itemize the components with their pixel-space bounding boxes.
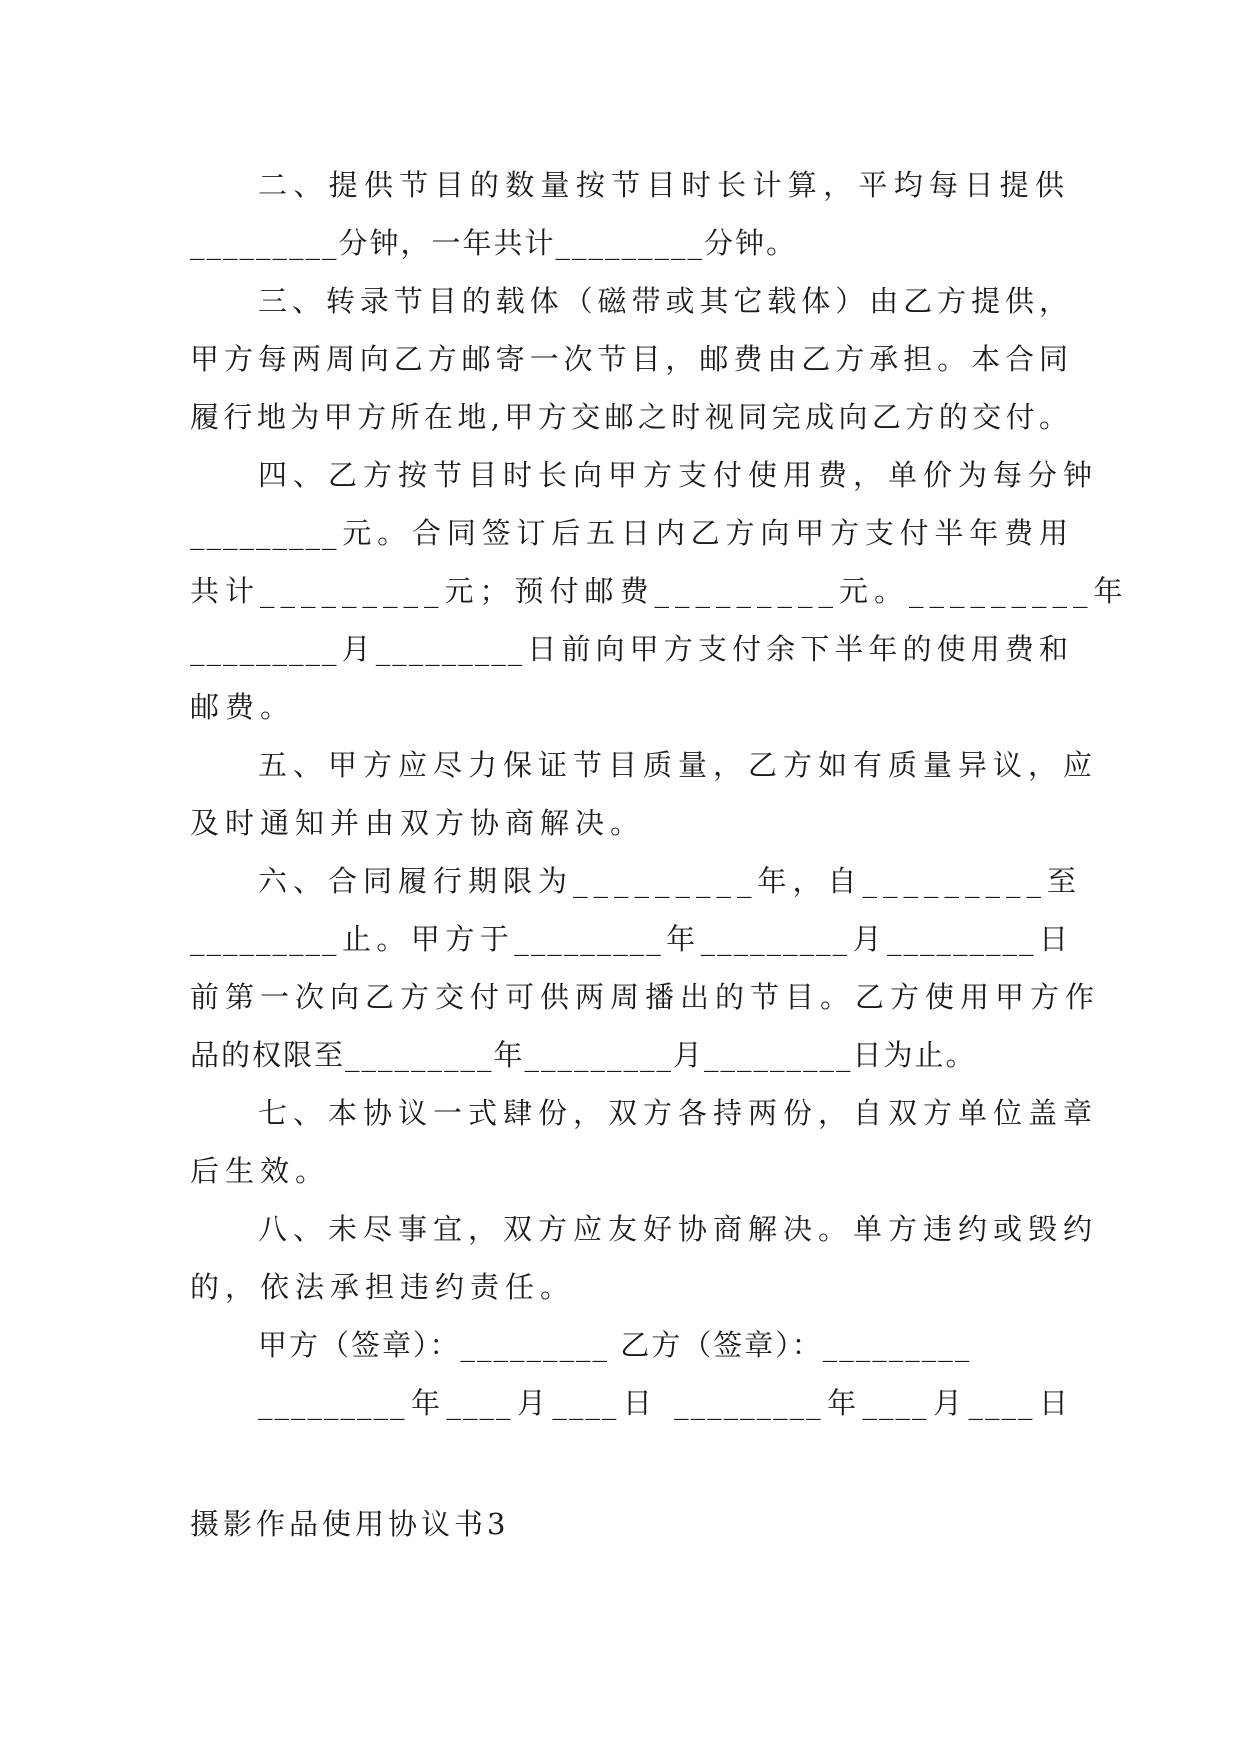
paragraph-6-line-3: 前第一次向乙方交付可供两周播出的节目。乙方使用甲方作 [190, 980, 1101, 1014]
paragraph-4-line-4: _________月_________日前向甲方支付余下半年的使用费和 [190, 632, 1070, 666]
paragraph-4-line-2: _________元。合同签订后五日内乙方向甲方支付半年费用 [190, 516, 1070, 550]
paragraph-3-line-2: 甲方每两周向乙方邮寄一次节目，邮费由乙方承担。本合同 [190, 342, 1070, 376]
paragraph-4-line-5: 邮费。 [190, 690, 296, 724]
signature-line: 甲方（签章）：_________ 乙方（签章）：_________ [258, 1328, 972, 1362]
paragraph-8-line-1: 八、未尽事宜，双方应友好协商解决。单方违约或毁约 [258, 1212, 1099, 1246]
paragraph-2-line-1: 二、提供节目的数量按节目时长计算，平均每日提供 [258, 168, 1070, 202]
paragraph-4-line-3: 共计_________元；预付邮费_________元。_________年 [190, 574, 1129, 608]
paragraph-8-line-2: 的，依法承担违约责任。 [190, 1270, 576, 1304]
paragraph-7-line-1: 七、本协议一式肆份，双方各持两份，自双方单位盖章 [258, 1096, 1099, 1130]
signature-date-line: _________年____月____日 _________年____月____日 [258, 1386, 1070, 1420]
paragraph-3-line-3: 履行地为甲方所在地,甲方交邮之时视同完成向乙方的交付。 [190, 400, 1070, 434]
paragraph-6-line-4: 品的权限至_________年_________月_________日为止。 [190, 1038, 977, 1072]
paragraph-7-line-2: 后生效。 [190, 1154, 331, 1188]
paragraph-3-line-1: 三、转录节目的载体（磁带或其它载体）由乙方提供， [258, 284, 1070, 318]
paragraph-5-line-1: 五、甲方应尽力保证节目质量，乙方如有质量异议，应 [258, 748, 1099, 782]
paragraph-4-line-1: 四、乙方按节目时长向甲方支付使用费，单价为每分钟 [258, 458, 1099, 492]
paragraph-5-line-2: 及时通知并由双方协商解决。 [190, 806, 646, 840]
paragraph-6-line-1: 六、合同履行期限为_________年，自_________至 [258, 864, 1083, 898]
paragraph-2-line-2: _________分钟，一年共计_________分钟。 [190, 226, 798, 260]
paragraph-6-line-2: _________止。甲方于_________年_________月_________日 [190, 922, 1070, 956]
next-section-title: 摄影作品使用协议书3 [190, 1507, 510, 1541]
